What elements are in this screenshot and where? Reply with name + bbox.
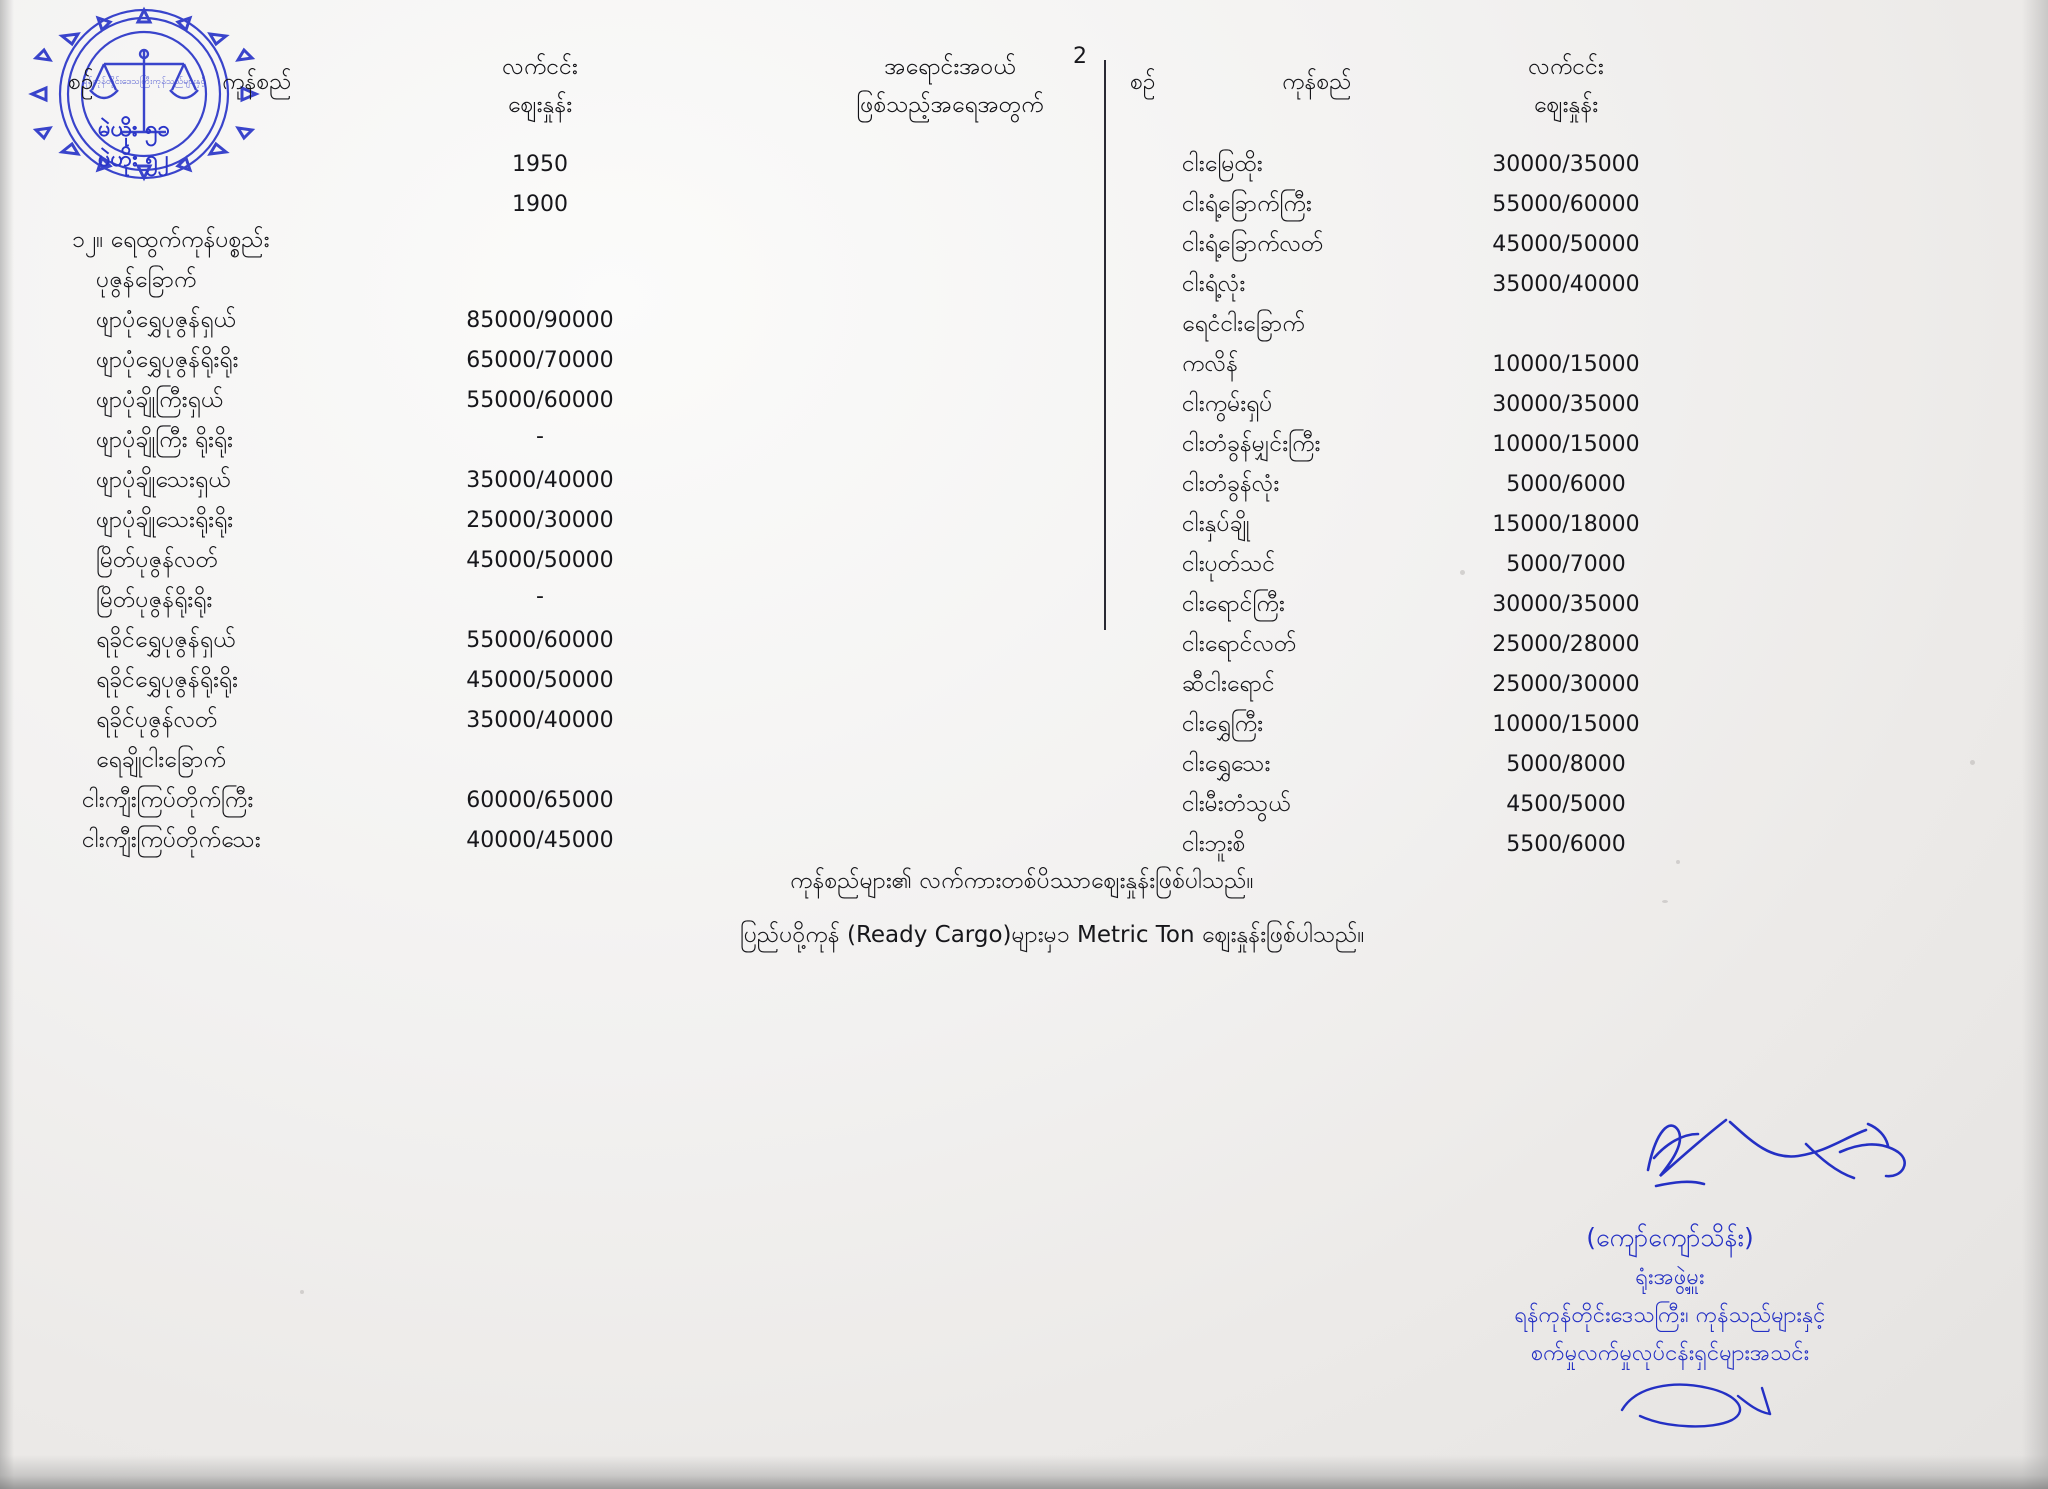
list-item-price: 30000/35000: [1492, 152, 1640, 177]
left-header-item: ကုန်စည်: [222, 69, 292, 95]
paper-edge-right: [2022, 0, 2048, 1489]
list-item-price: 55000/60000: [466, 388, 614, 413]
list-item-price: 45000/50000: [466, 548, 614, 573]
right-header-price-title: လက်ငင်း: [1528, 54, 1604, 80]
list-item-price: 35000/40000: [1492, 272, 1640, 297]
list-item-price: 40000/45000: [466, 828, 614, 853]
scan-speck: [300, 1290, 304, 1294]
list-item: ငါးရံ့ခြောက်ကြီး: [1182, 191, 1312, 217]
list-item-price: 10000/15000: [1492, 712, 1640, 737]
list-item-price: 5000/7000: [1506, 552, 1626, 577]
list-item: ငါးရံ့ခြောက်လတ်: [1182, 231, 1324, 257]
left-header-index: စဉ်: [68, 69, 94, 95]
list-item: ငါးမီးတံသွယ်: [1182, 791, 1291, 817]
list-item-price: 60000/65000: [466, 788, 614, 813]
scan-speck: [1676, 860, 1680, 864]
list-item-price: 30000/35000: [1492, 592, 1640, 617]
left-top-row-price: 1900: [512, 192, 568, 217]
list-item-price: 25000/30000: [466, 508, 614, 533]
list-item: ငါးရောင်လတ်: [1182, 631, 1297, 657]
list-item-price: 10000/15000: [1492, 352, 1640, 377]
list-item: ဖျာပုံရွှေပုဇွန်ရိုးရိုး: [96, 347, 239, 373]
list-item: ဖျာပုံချိုသေးရှယ်: [96, 467, 231, 493]
scan-speck: [1662, 900, 1668, 903]
list-item-price: -: [536, 584, 544, 609]
list-item-price: 30000/35000: [1492, 392, 1640, 417]
left-header-price-sub: ဈေးနှုန်း: [507, 92, 573, 118]
list-item: ငါးရွှေသေး: [1182, 751, 1271, 777]
list-item: ငါးနှပ်ချို: [1182, 511, 1250, 537]
left-top-row-price: 1950: [512, 152, 568, 177]
footnote-line-2: ပြည်ပဝို့ကုန် (Ready Cargo)များမှ၁ Metric Ton ဈေးနှုန်းဖြစ်ပါသည်။: [740, 922, 1365, 948]
footnote-line-1: ကုန်စည်များ၏ လက်ကားတစ်ပိဿာဈေးနှုန်းဖြစ်ပါသည်။: [790, 868, 1254, 894]
list-item-price: 5000/6000: [1506, 472, 1626, 497]
svg-text:ရန်ကုန်တိုင်းဒေသကြီးကုန်သည်မျာ: ရန်ကုန်တိုင်းဒေသကြီးကုန်သည်များနှင့်: [82, 77, 206, 87]
list-item: ရေချိုငါးခြောက်: [96, 747, 226, 773]
list-item-price: 15000/18000: [1492, 512, 1640, 537]
paper-edge-bottom: [0, 1455, 2048, 1489]
list-item: ရခိုင်ရွှေပုဇွန်ရိုးရိုး: [96, 667, 238, 693]
left-header-price-title: လက်ငင်း: [502, 54, 578, 80]
signature-org-line-2: စက်မှုလက်မှုလုပ်ငန်းရှင်များအသင်း: [1530, 1341, 1810, 1366]
list-item-price: 5500/6000: [1506, 832, 1626, 857]
list-item: ငါးရွှေကြီး: [1182, 711, 1263, 737]
stamp-line-2: ပဲဟိုး ၅၂: [98, 147, 169, 172]
signature-name: (ကျော်ကျော်သိန်း): [1586, 1223, 1754, 1252]
list-item-price: 55000/60000: [466, 628, 614, 653]
signature-title: ရုံးအဖွဲ့မှူး: [1635, 1265, 1705, 1290]
list-item: ရေငံငါးခြောက်: [1182, 311, 1305, 337]
list-item-price: 5000/8000: [1506, 752, 1626, 777]
list-item: ပုဇွန်ခြောက်: [96, 267, 197, 293]
list-item: ငါးကျီးကြပ်တိုက်ကြီး: [82, 787, 254, 813]
right-header-price-sub: ဈေးနှုန်း: [1533, 92, 1599, 118]
list-item: ရခိုင်ရွှေပုဇွန်ရှယ်: [96, 627, 236, 653]
list-item: ငါးပုတ်သင်: [1182, 551, 1276, 577]
stamp-line-1: မဲယိုး ၅၁: [98, 117, 170, 142]
left-section-title: ၁၂။ ရေထွက်ကုန်ပစ္စည်း: [72, 227, 270, 253]
middle-header-line-1: အရောင်းအဝယ်: [884, 54, 1016, 80]
list-item: မြိတ်ပုဇွန်လတ်: [96, 547, 219, 573]
list-item: ဆီငါးရောင်: [1182, 671, 1275, 697]
list-item-price: 25000/28000: [1492, 632, 1640, 657]
list-item: ငါးကွမ်းရှပ်: [1182, 391, 1273, 417]
list-item: မြိတ်ပုဇွန်ရိုးရိုး: [96, 587, 213, 613]
handwritten-initial: [1612, 1370, 1792, 1440]
right-header-item: ကုန်စည်: [1282, 69, 1352, 95]
column-divider: [1104, 60, 1106, 630]
list-item-price: 35000/40000: [466, 708, 614, 733]
middle-header-line-2: ဖြစ်သည့်အရေအတွက်: [856, 92, 1044, 118]
page-number: 2: [1073, 44, 1087, 69]
right-header-index: စဉ်: [1130, 69, 1156, 95]
list-item-price: 55000/60000: [1492, 192, 1640, 217]
scan-speck: [1970, 760, 1975, 765]
list-item: ငါးမြေထိုး: [1182, 151, 1263, 177]
list-item-price: 85000/90000: [466, 308, 614, 333]
list-item: ဖျာပုံရွှေပုဇွန်ရှယ်: [96, 307, 236, 333]
list-item: ငါးဘူးစိ: [1182, 831, 1246, 857]
list-item: ဖျာပုံချိုသေးရိုးရိုး: [96, 507, 233, 533]
list-item: ငါးရံ့လုံး: [1182, 271, 1246, 297]
list-item-price: 25000/30000: [1492, 672, 1640, 697]
list-item-price: 10000/15000: [1492, 432, 1640, 457]
list-item-price: -: [536, 424, 544, 449]
list-item: ဖျာပုံချိုကြီးရှယ်: [96, 387, 223, 413]
list-item-price: 4500/5000: [1506, 792, 1626, 817]
list-item: ငါးတံခွန်မျှင်းကြီး: [1182, 431, 1321, 457]
list-item: ငါးကျီးကြပ်တိုက်သေး: [82, 827, 261, 853]
list-item: ငါးတံခွန်လုံး: [1182, 471, 1280, 497]
list-item-price: 65000/70000: [466, 348, 614, 373]
signature-org-line-1: ရန်ကုန်တိုင်းဒေသကြီး၊ ကုန်သည်များနှင့်: [1514, 1303, 1826, 1328]
list-item-price: 45000/50000: [466, 668, 614, 693]
list-item: ကလိန်: [1182, 351, 1238, 377]
list-item-price: 35000/40000: [466, 468, 614, 493]
list-item: ငါးရောင်ကြီး: [1182, 591, 1285, 617]
paper-edge-left: [0, 0, 14, 1489]
list-item: ရခိုင်ပုဇွန်လတ်: [96, 707, 218, 733]
list-item: ဖျာပုံချိုကြီး ရိုးရိုး: [96, 427, 233, 453]
list-item-price: 45000/50000: [1492, 232, 1640, 257]
